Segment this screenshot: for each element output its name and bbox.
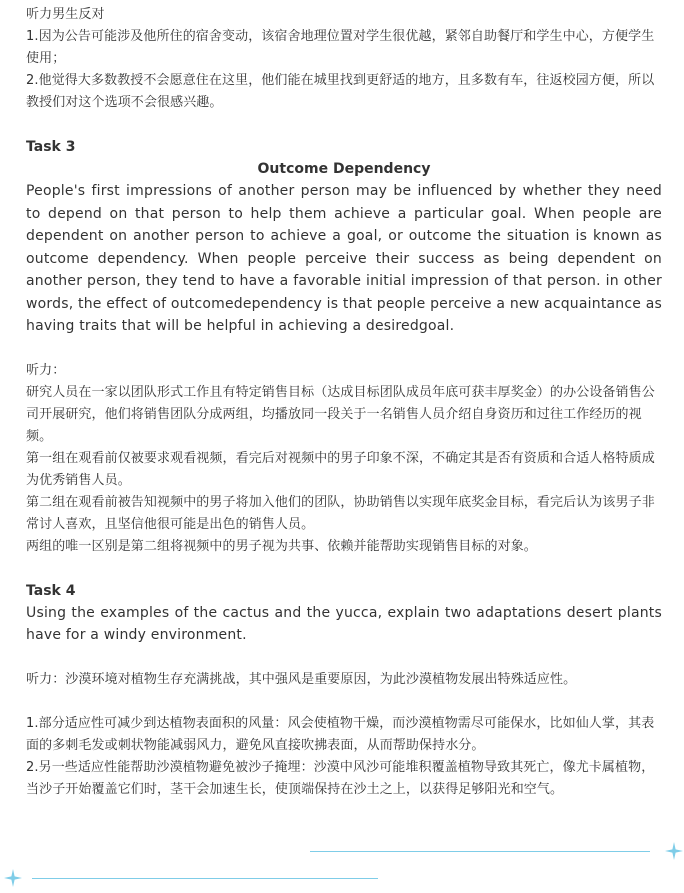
task3-listening-p1: 研究人员在一家以团队形式工作且有特定销售目标（达成目标团队成员年底可获丰厚奖金）的办公设备销售公司开展研究，他们将销售团队分成两组，均播放同一段关于一名销售人员介绍自身资历和过往工作经历的视频。 (26, 384, 655, 444)
document-body (26, 4, 662, 801)
section1-heading: 听力男生反对 (26, 7, 105, 22)
section1-point1: 1.因为公告可能涉及他所住的宿舍变动，该宿舍地理位置对学生很优越，紧邻自助餐厅和学生中心，方便学生使用； (26, 29, 655, 66)
task4-point2: 2.另一些适应性能帮助沙漠植物避免被沙子掩埋：沙漠中风沙可能堆积覆盖植物导致其死亡，像尤卡属植物，当沙子开始覆盖它们时，茎干会加速生长，使顶端保持在沙土之上，以获得足够阳光和空气。 (26, 759, 655, 797)
task3-passage: People's first impressions of another person may be influenced by whether they need to depend on that person to help them achieve a particular goal. When people are dependent on another person to achieve a goal, or outcome the situation is known as outcome dependency. When people perceive their success as being dependent on another person, they tend to have a favorable initial impression of that person. in other words, the effect of outcomedependency is that people perceive a new acquaintance as having traits that will be helpful in achieving a desiredgoal. (26, 183, 662, 334)
task3-listening-label: 听力： (26, 362, 66, 378)
task4-label: Task 4 (26, 582, 76, 599)
task4-question: Using the examples of the cactus and the yucca, explain two adaptations desert plants have for a windy environment. (26, 604, 662, 643)
task3-listening-p3: 第二组在观看前被告知视频中的男子将加入他们的团队，协助销售以实现年底奖金目标，看完后认为该男子非常讨人喜欢，且坚信他很可能是出色的销售人员。 (26, 494, 655, 532)
divider-line-upper (310, 851, 650, 852)
task3-label: Task 3 (26, 139, 76, 155)
spacer (26, 558, 662, 580)
spacer (26, 114, 662, 136)
sparkle-icon (665, 842, 683, 860)
sparkle-icon (4, 869, 22, 887)
task4-point1: 1.部分适应性可减少到达植物表面积的风量：风会使植物干燥，而沙漠植物需尽可能保水，比如仙人掌，其表面的多刺毛发或刺状物能减弱风力，避免风直接吹拂表面，从而帮助保持水分。 (26, 715, 655, 753)
task4-listening-intro: 听力：沙漠环境对植物生存充满挑战，其中强风是重要原因，为此沙漠植物发展出特殊适应性。 (26, 671, 577, 687)
task3-listening-p2: 第一组在观看前仅被要求观看视频，看完后对视频中的男子印象不深，不确定其是否有资质和合适人格特质成为优秀销售人员。 (26, 450, 655, 488)
divider-line-lower (32, 878, 378, 879)
spacer (26, 338, 662, 360)
spacer (26, 691, 662, 713)
task3-title: Outcome Dependency (257, 161, 431, 177)
spacer (26, 647, 662, 669)
section1-point2: 2.他觉得大多数教授不会愿意住在这里，他们能在城里找到更舒适的地方，且多数有车，往返校园方便，所以教授们对这个选项不会很感兴趣。 (26, 73, 655, 110)
task3-listening-p4: 两组的唯一区别是第二组将视频中的男子视为共事、依赖并能帮助实现销售目标的对象。 (26, 538, 537, 554)
